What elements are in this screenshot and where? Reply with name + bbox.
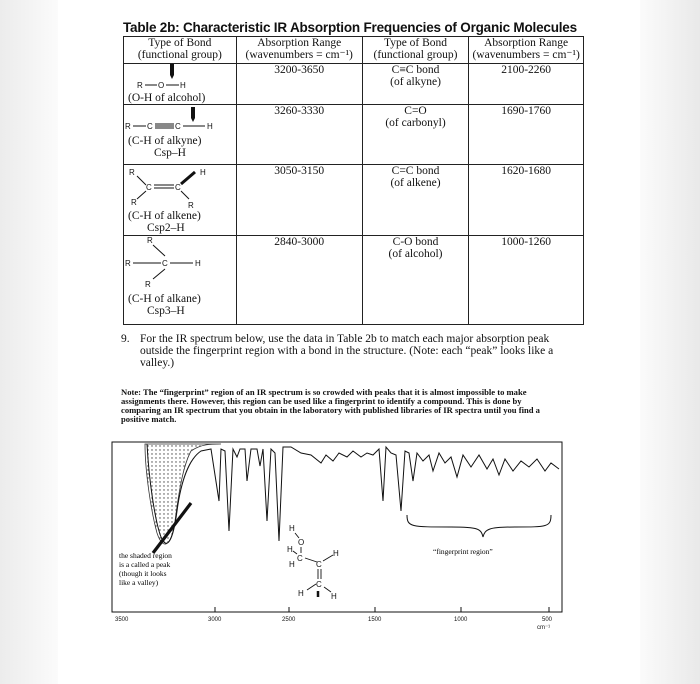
bond-label-alkene: (C-H of alkene) [128, 210, 201, 222]
hybrid-label-sp3: Csp3–H [147, 305, 185, 317]
cell-range: 2100-2260 [469, 64, 584, 105]
svg-text:(though it looks: (though it looks [119, 569, 167, 578]
cell-range: 1690-1760 [469, 105, 584, 165]
svg-text:H: H [207, 122, 213, 131]
arrow-icon [170, 64, 174, 79]
arrow-icon [191, 107, 195, 122]
svg-text:R: R [188, 201, 194, 210]
svg-text:H: H [331, 592, 337, 601]
svg-text:C: C [316, 560, 322, 569]
svg-text:C: C [175, 122, 181, 131]
header-range-1: Absorption Range (wavenumbers = cm⁻¹) [236, 37, 362, 64]
tick-label: 500 [542, 617, 553, 623]
svg-text:H: H [298, 589, 304, 598]
page-shadow-left [0, 0, 58, 684]
shaded-region-label [119, 551, 172, 587]
svg-text:H: H [289, 524, 295, 533]
svg-text:H: H [195, 259, 201, 268]
svg-text:R: R [125, 122, 131, 131]
hybrid-label-sp: Csp–H [154, 147, 186, 159]
svg-text:C: C [316, 580, 322, 589]
question-number: 9. [121, 333, 130, 345]
bond-label-alkane: (C-H of alkane) [128, 293, 201, 305]
table-title: Table 2b: Characteristic IR Absorption Frequencies of Organic Molecules [123, 20, 577, 35]
svg-text:C: C [175, 183, 181, 192]
svg-text:the shaded region: the shaded region [119, 551, 172, 560]
structure-drawings [123, 62, 227, 322]
page-shadow-right [640, 0, 700, 684]
svg-text:C: C [147, 122, 153, 131]
cell-bond: C-O bond (of alcohol) [362, 236, 468, 325]
question-text: For the IR spectrum below, use the data in Table 2b to match each major absorption peak outside the fingerprint region with a bond in the structure. (Note: each “peak” looks like a valley.) [140, 333, 554, 369]
molecule-drawing [287, 524, 339, 601]
cell-range: 3260-3330 [236, 105, 362, 165]
svg-text:H: H [289, 560, 295, 569]
cell-range: 1620-1680 [469, 165, 584, 236]
svg-text:O: O [298, 538, 305, 547]
cell-bond: C=O (of carbonyl) [362, 105, 468, 165]
cell-bond: C≡C bond (of alkyne) [362, 64, 468, 105]
struct-o: O [158, 81, 165, 90]
header-bond-2: Type of Bond (functional group) [362, 37, 468, 64]
struct-h: H [180, 81, 186, 90]
hybrid-label-sp2: Csp2–H [147, 222, 185, 234]
svg-text:R: R [125, 259, 131, 268]
fingerprint-label: “fingerprint region” [433, 547, 493, 556]
svg-text:R: R [131, 198, 137, 207]
tick-label: 1500 [368, 617, 382, 623]
tick-label: 2500 [282, 617, 296, 623]
bond-label-alkyne: (C-H of alkyne) [128, 135, 202, 147]
svg-text:H: H [200, 168, 206, 177]
spectrum-trace [147, 444, 559, 543]
tick-label: 1000 [454, 617, 468, 623]
svg-text:R: R [129, 168, 135, 177]
cell-range: 3050-3150 [236, 165, 362, 236]
cell-range: 2840-3000 [236, 236, 362, 325]
shaded-peak-region [145, 444, 221, 544]
tick-label: 3000 [208, 617, 222, 623]
svg-text:R: R [147, 236, 153, 245]
cell-bond: C=C bond (of alkene) [362, 165, 468, 236]
cell-range: 1000-1260 [469, 236, 584, 325]
fingerprint-brace [407, 515, 551, 537]
axis-unit: cm⁻¹ [537, 625, 551, 631]
svg-text:like a valley): like a valley) [119, 578, 159, 587]
fingerprint-note: Note: The “fingerprint” region of an IR spectrum is so crowded with peaks that it is almost impossible to make assignments there. However, this region can be used like a fingerprint to identify a compound. This is done by comparing an IR spectrum that you obtain in the laboratory with published libraries of IR spectra until you find a positive match. [121, 387, 540, 424]
cell-range: 3200-3650 [236, 64, 362, 105]
svg-text:C: C [146, 183, 152, 192]
tick-label: 3500 [115, 617, 129, 623]
ir-spectrum [111, 441, 566, 641]
header-range-2: Absorption Range (wavenumbers = cm⁻¹) [469, 37, 584, 64]
x-axis [115, 607, 553, 631]
svg-text:H: H [287, 545, 293, 554]
struct-r: R [137, 81, 143, 90]
svg-text:is a called a peak: is a called a peak [119, 560, 171, 569]
bond-label-oh: (O-H of alcohol) [128, 92, 206, 104]
table-header-row [124, 37, 584, 64]
svg-text:C: C [162, 259, 168, 268]
svg-text:R: R [145, 280, 151, 289]
svg-text:C: C [297, 554, 303, 563]
header-bond-1: Type of Bond (functional group) [124, 37, 237, 64]
svg-text:H: H [333, 549, 339, 558]
